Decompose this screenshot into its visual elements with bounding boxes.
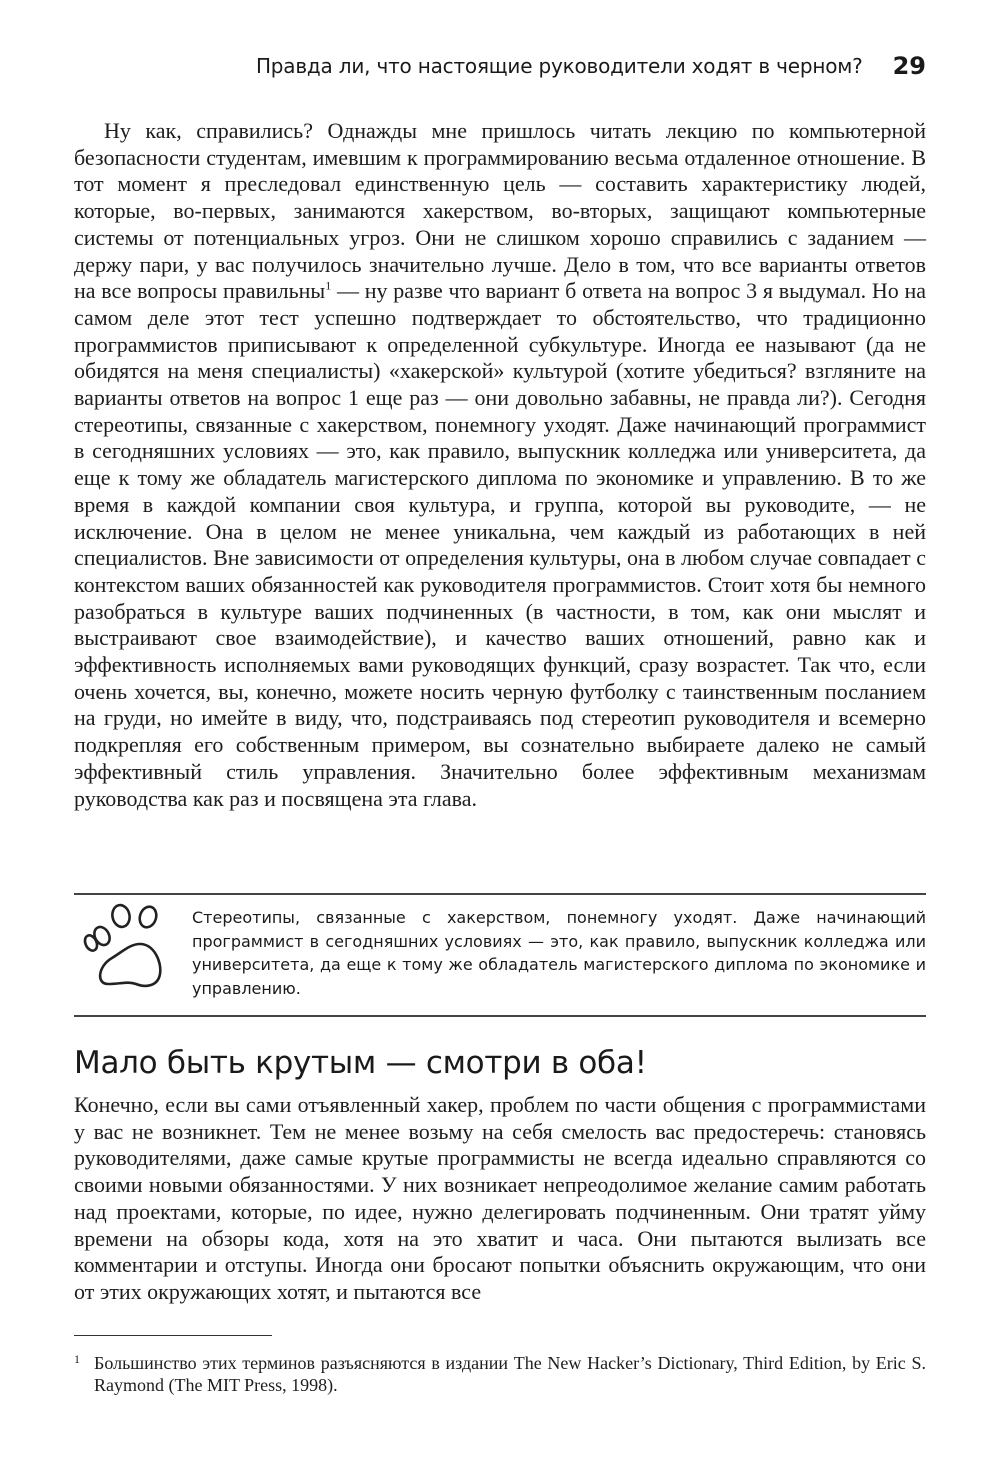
paragraph-1-text-b: — ну разве что вариант б ответа на вопрос 3 я выдумал. Но на самом деле этот тест успешно подтверждает то обстоятельство, что традиционно программистов приписывают к определенной субкультуре. Иногда ее называют (да не обидятся на меня специалисты) «хакерской» культурой (хотите убедиться? взгляните на варианты ответов на вопрос 1 еще раз — они довольно забавны, не правда ли?). Сегодня стереотипы, связанные с хакерством, понемногу уходят. Даже начинающий программист в сегодняшних условиях — это, как правило, выпускник колледжа или университета, да еще к тому же обладатель магистерского диплома по экономике и управлению. В то же время в каждой компании своя культура, и группа, которой вы руководите, — не исключение. Она в целом не менее уникальна, чем каждый из работающих в ней специалистов. Вне зависимости от определения культуры, она в любом случае совпадает с контекстом ваших обязанностей как руководителя программистов. Стоит хотя бы немного разобраться в культуре ваших подчиненных (в частности, в том, как они мыслят и выстраивают свое взаимодействие), и качество ваших отношений, равно как и эффективность исполняемых вами руководящих функций, сразу возрастет. Так что, если очень хочется, вы, конечно, можете носить черную футболку с таинственным посланием на груди, но имейте в виду, что, подстраиваясь под стереотип руководителя и всемерно подкрепляя его собственным примером, вы сознательно выбираете далеко не самый эффективный стиль управления. Значительно более эффективным механизмам руководства как раз и посвящена эта глава.	[74, 278, 926, 811]
tip-bottom-rule	[74, 1015, 926, 1017]
footnote-text: Большинство этих терминов разъясняются в издании The New Hacker’s Dictionary, Third Edition, by Eric S. Raymond (The MIT Press, 1998).	[94, 1353, 926, 1395]
running-title: Правда ли, что настоящие руководители ходят в черном?	[255, 54, 863, 78]
body-paragraph-2: Конечно, если вы сами отъявленный хакер, проблем по части общения с программистами у вас не возникнет. Тем не менее возьму на себя смелость вас предостеречь: становясь руководителями, даже самые крутые программисты не всегда идеально справляются со своими новыми обязанностями. У них возникает непреодолимое желание самим работать над проектами, которые, по идее, нужно делегировать подчиненным. Они тратят уйму времени на обзоры кода, хотя на это хватит и часа. Они пытаются вылизать все комментарии и отступы. Иногда они бросают попытки объяснить окружающим, что они от этих окружающих хотят, и пытаются все	[74, 1092, 926, 1304]
footnote	[74, 1352, 926, 1396]
page-number: 29	[892, 52, 926, 80]
body-paragraph-1	[74, 118, 926, 812]
footnote-mark: 1	[74, 1352, 80, 1366]
running-header	[74, 50, 926, 82]
paragraph-1-text-a: Ну как, справились? Однажды мне пришлось читать лекцию по компьютерной безопасности студентам, имевшим к программированию весьма отдаленное отношение. В тот момент я преследовал единственную цель — составить характеристику людей, которые, во-первых, занимаются хакерством, во-вторых, защищают компьютерные системы от потенциальных угроз. Они не слишком хорошо справились с заданием — держу пари, у вас получилось значительно лучше. Дело в том, что все варианты ответов на все вопросы правильны	[74, 118, 926, 304]
tip-text: Стереотипы, связанные с хакерством, понемногу уходят. Даже начинающий программист в сегодняшних условиях — это, как правило, выпускник колледжа или университета, да еще к тому же обладатель магистерского диплома по экономике и управлению.	[192, 908, 926, 998]
tip-top-rule	[74, 893, 926, 895]
footnote-divider	[74, 1335, 272, 1336]
footnote-reference[interactable]: 1	[325, 278, 332, 293]
section-heading: Мало быть крутым — смотри в оба!	[74, 1045, 647, 1081]
paw-print-icon	[80, 900, 180, 1000]
